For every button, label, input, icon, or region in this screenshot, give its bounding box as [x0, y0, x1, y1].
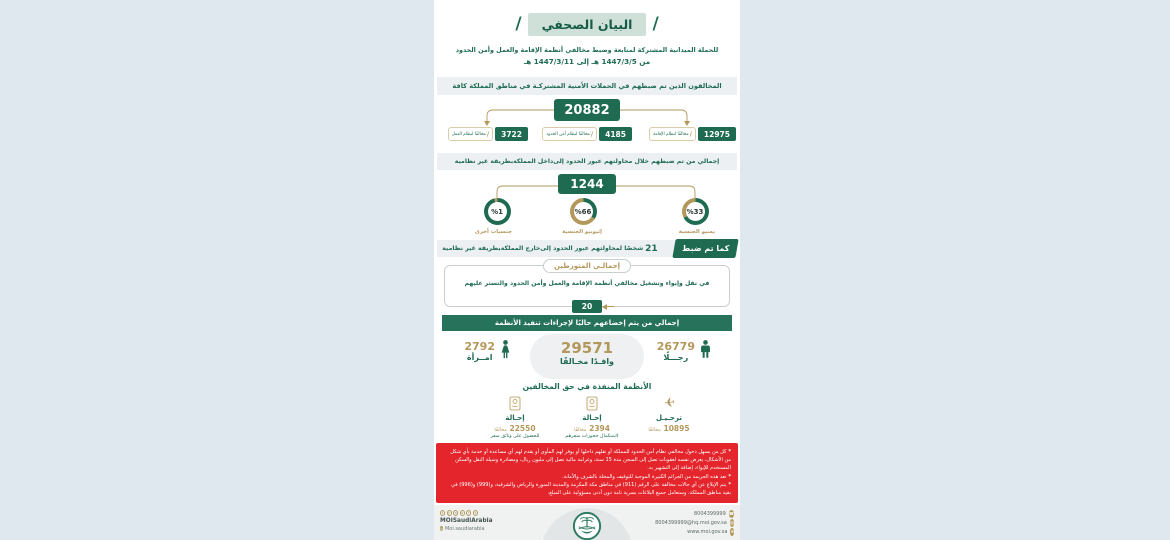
- procedure-value: 10895: [663, 424, 690, 433]
- breakdown-labor: [448, 127, 528, 141]
- pill-slash: /: [486, 130, 490, 138]
- warning-bullet: [443, 448, 731, 473]
- breakdown-border: [542, 127, 632, 141]
- procedure-unit: مخالفًا: [574, 428, 587, 433]
- enforcement-total-label: وافـدًا مخـالفًا: [559, 357, 615, 366]
- procedure-deportation: [624, 394, 714, 434]
- outside-text-pre: شخصًا لمحاولتهم عبور الحدود إلى: [540, 245, 644, 252]
- star-bullet-icon: *: [728, 481, 731, 488]
- phone-number: 8004399999: [693, 510, 726, 517]
- footer-contact-block: [655, 510, 734, 537]
- men-count: 26779: [656, 340, 695, 353]
- moi-emblem-icon: [572, 511, 602, 540]
- involved-title: إجمالـي المتورطين: [543, 259, 631, 273]
- outside-count: 21: [645, 243, 658, 254]
- phone-icon: ☎: [728, 511, 734, 517]
- pill-slash: /: [590, 130, 594, 138]
- men-label: رجـــلًا: [663, 353, 689, 362]
- procedure-note: لاستكمال حجوزات سفرهم: [565, 434, 619, 439]
- procedure-title: إحـالة: [505, 414, 525, 422]
- inside-heading-bold: داخل المملكة: [513, 158, 554, 165]
- labor-value: 3722: [495, 127, 528, 141]
- border-label-pill: [542, 127, 597, 141]
- page-title: البيان الصحفي: [528, 13, 647, 36]
- men-stat: [657, 340, 712, 362]
- residency-label-pill: [649, 127, 696, 141]
- involved-description: في نقل وإيواء وتشغيل مخالفي أنظمة الإقامة والعمل وأمن الحدود والتستر عليهم: [464, 280, 710, 287]
- donut-other-percent: %1: [488, 202, 507, 221]
- campaign-date-range: من 1447/3/5 هـ إلى 1447/3/11 هـ: [523, 57, 651, 66]
- warning-text-1: كل من يسهل دخول مخالفي نظام أمن الحدود للمملكة أو نقلهم داخلها أو يوفر لهم المأوى أو يقدم لهم أي مساعدة أو خدمة بأي شكل من الأشكال، يعرض نفسه لعقوبات تصل إلى السجن مدة 15 سنة، وغرامة مالية تصل إلى مليون ريال، ومصادرة وسيلة النقل والسكن المستخدم للإيواء، إضافة إلى التشهير به.: [450, 449, 731, 472]
- donut-yemeni-percent: %33: [686, 202, 705, 221]
- man-icon: [699, 340, 712, 359]
- outside-text-bold: خارج المملكة: [500, 245, 541, 252]
- border-label: مخالفًا لنظام أمن الحدود: [546, 131, 590, 137]
- outside-tag-label: كما تم ضبط: [681, 244, 729, 253]
- donut-ethiopian-percent: %66: [574, 202, 593, 221]
- campaign-subtitle: للحملة الميدانية المشتركة لمتابعة وضبط مخالفي أنظمة الإقامة والعمل وأمن الحدود: [455, 46, 719, 54]
- border-value: 4185: [599, 127, 632, 141]
- title-slash-left: /: [515, 14, 522, 34]
- procedure-unit: مخالفًا: [648, 428, 661, 433]
- residency-value: 12975: [698, 127, 736, 141]
- women-count: 2792: [464, 340, 495, 353]
- labor-label-pill: [448, 127, 494, 141]
- website-row[interactable]: [687, 528, 734, 536]
- mail-icon: @: [729, 520, 734, 526]
- arrested-total: 20882: [554, 99, 620, 121]
- woman-icon: [499, 340, 512, 359]
- instagram-icon[interactable]: o: [461, 511, 464, 515]
- social-handle-secondary: Moi.saudiarabia: [444, 525, 485, 532]
- social-handle-main[interactable]: MOISaudiArabia: [440, 518, 493, 524]
- arrow-left-icon: [602, 304, 607, 310]
- procedure-value: 22550: [509, 424, 536, 433]
- plane-icon: ✈: [662, 395, 676, 412]
- outside-tag: [672, 239, 739, 258]
- x-icon[interactable]: x: [474, 511, 477, 515]
- email-address: 8004399999@hq.moi.gov.sa: [655, 519, 727, 526]
- donut-ethiopian-label: إثيوبيو الجنسية: [562, 229, 602, 235]
- inside-total: 1244: [558, 174, 616, 194]
- social-icons-row: [440, 510, 478, 516]
- outside-text-post: بطريقة غير نظامية: [442, 245, 501, 252]
- email-row[interactable]: [655, 519, 734, 527]
- procedure-note: للحصول على وثائق سفر: [490, 434, 540, 439]
- warning-box: [436, 443, 738, 503]
- snapchat-icon[interactable]: s: [454, 511, 457, 515]
- phone-row[interactable]: [693, 510, 734, 518]
- procedure-unit: مخالفًا: [494, 428, 507, 433]
- donut-other-label: جنسيات أخرى: [474, 229, 512, 235]
- involved-total: 20: [572, 300, 602, 313]
- title-slash-right: /: [652, 14, 659, 34]
- youtube-icon[interactable]: y: [448, 511, 451, 515]
- procedures-heading: الأنظمة المنفذة في حق المخالفين: [522, 382, 652, 391]
- facebook-icon[interactable]: f: [468, 511, 470, 515]
- procedure-value: 2394: [589, 424, 610, 433]
- press-statement-sheet: [434, 0, 740, 540]
- warning-bullet: [443, 473, 731, 481]
- residency-label: مخالفًا لنظام الإقامة: [653, 131, 689, 137]
- labor-label: مخالفًا لنظام العمل: [451, 131, 486, 137]
- women-label: امــرأة: [466, 353, 493, 362]
- inside-heading-post: بطريقة غير نظامية: [454, 158, 514, 165]
- inside-heading: [437, 153, 737, 170]
- women-stat: [464, 340, 512, 362]
- warning-text-2: تعد هذه الجريمة من الجرائم الكبيرة الموجبة للتوقيف والمخلة بالشرف والأمانة.: [562, 473, 727, 480]
- footer-social-block: [440, 510, 493, 532]
- enforcement-total-blob: [530, 334, 644, 379]
- website-url: www.moi.gov.sa: [687, 528, 728, 535]
- globe-icon: ⊕: [730, 529, 734, 535]
- camera-icon: ◎: [440, 526, 443, 531]
- pill-slash: /: [689, 130, 692, 138]
- enforcement-total: 29571: [560, 339, 614, 357]
- social-handle-secondary-row[interactable]: [440, 525, 485, 532]
- enforcement-heading: إجمالي من يتم إخضاعهم حاليًا لإجراءات تنفيذ الأنظمة: [442, 315, 732, 331]
- footer: [434, 505, 740, 540]
- donut-other: [484, 198, 511, 225]
- breakdown-residency: [649, 127, 736, 141]
- header: [434, 10, 740, 38]
- inside-heading-pre: إجمالي من تم ضبطهم خلال محاولتهم عبور الحدود إلى: [553, 158, 720, 165]
- arrested-heading: المخالفون الذين تم ضبطهم في الحملات الأمنية المشتركـة في مناطق المملكة كافة: [437, 77, 737, 95]
- star-bullet-icon: *: [728, 473, 731, 480]
- star-bullet-icon: *: [728, 449, 731, 455]
- donut-yemeni: [682, 198, 709, 225]
- warning-text-3: يتم الإبلاغ عن أي حالات مخالفة على الرقم (911) في مناطق مكة المكرمة والمدينة المنورة والرياض والشرقية، و(999) و(996) في بقية مناطق المملكة، وستعامل جميع البلاغات بسرية تامة دون أدنى مسؤولية على المبلغ.: [451, 481, 731, 496]
- procedure-title: ترحـيـل: [656, 414, 682, 422]
- involved-box: [444, 262, 730, 311]
- warning-bullet: [443, 481, 731, 497]
- arrested-breakdown: [434, 127, 740, 142]
- telegram-icon[interactable]: t: [441, 511, 444, 515]
- donut-ethiopian: [570, 198, 597, 225]
- procedure-title: إحـالة: [582, 414, 602, 422]
- donut-yemeni-label: يمنيو الجنسية: [678, 229, 715, 235]
